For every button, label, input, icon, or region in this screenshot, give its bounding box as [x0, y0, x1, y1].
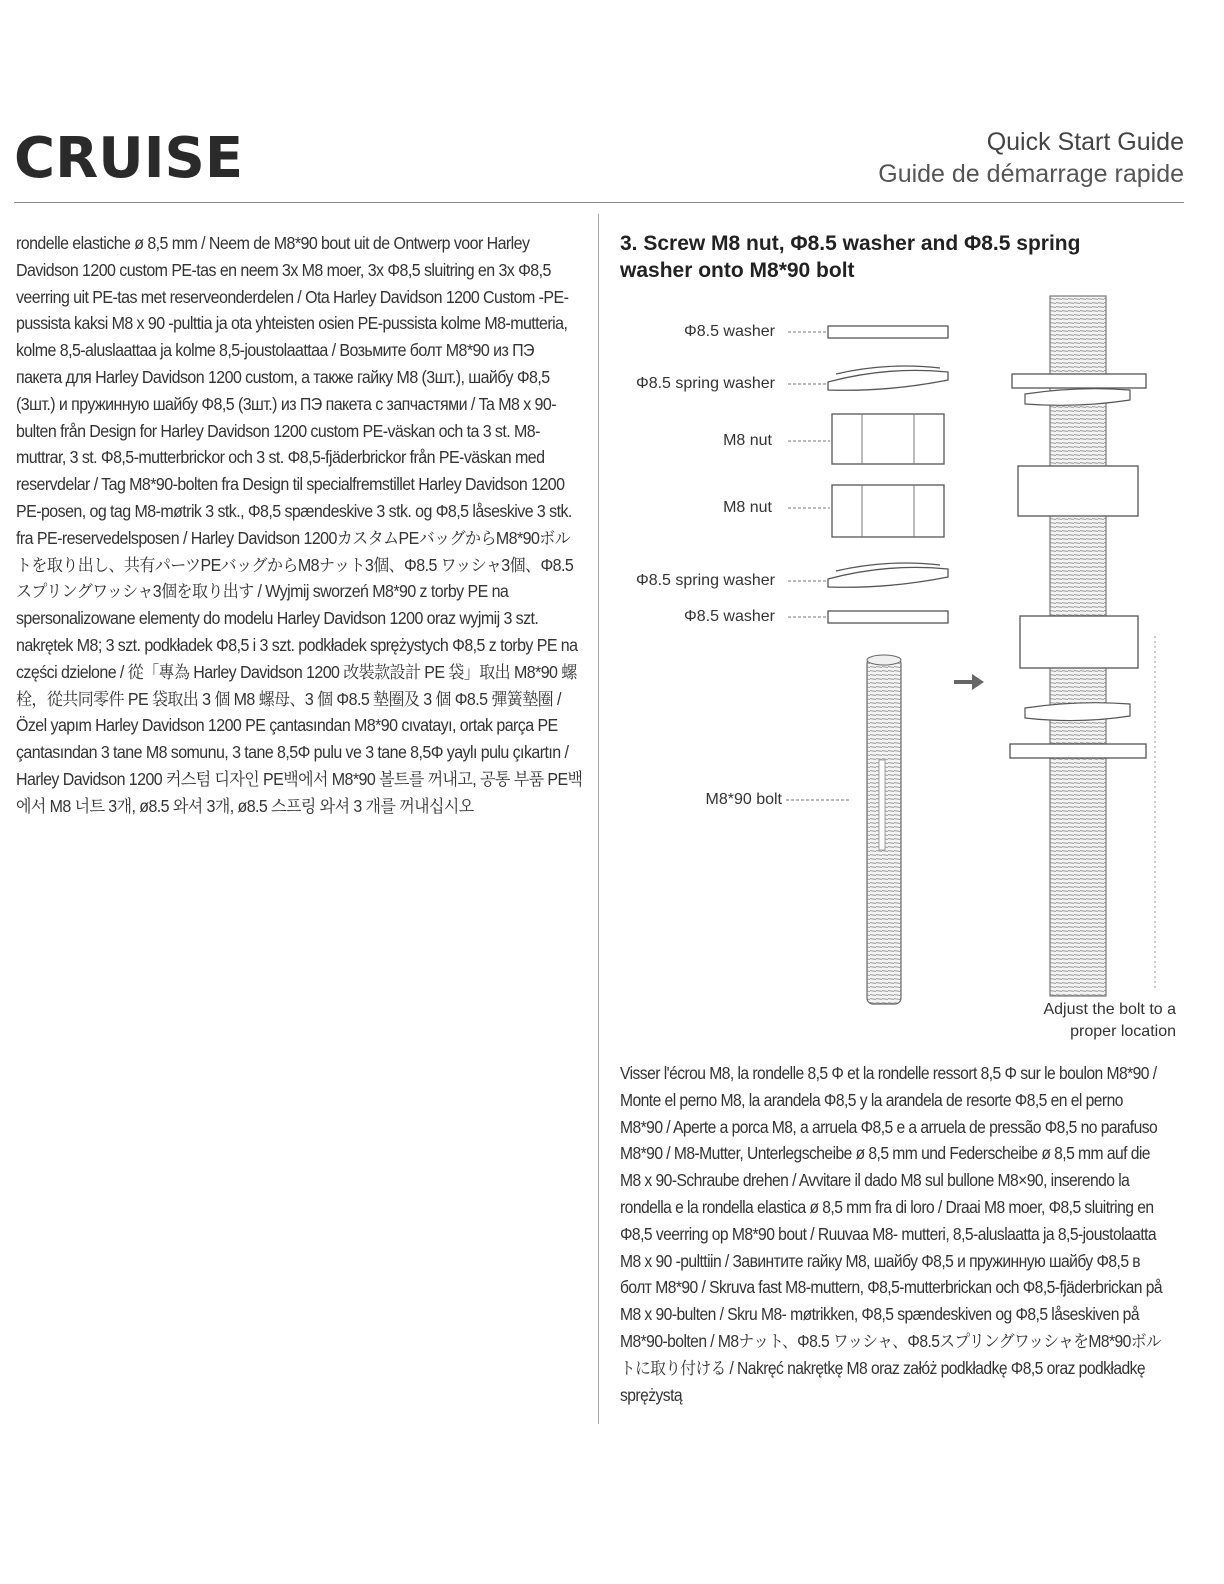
- header-divider: [14, 202, 1184, 203]
- nut-top-part: [832, 414, 944, 464]
- nut-bottom-part: [832, 485, 944, 537]
- column-divider: [598, 214, 599, 1424]
- brand-title: CRUISE: [14, 126, 244, 191]
- label-bolt: M8*90 bolt: [705, 791, 782, 808]
- assembly-arrow: [954, 674, 984, 690]
- assembly-diagram: [600, 290, 1200, 1050]
- washer-top-part: [828, 326, 948, 338]
- label-spring-washer-bottom: Φ8.5 spring washer: [635, 572, 775, 589]
- label-nut-bottom: M8 nut: [723, 499, 772, 516]
- assembled-bolt: [1010, 296, 1146, 996]
- loose-bolt: [867, 655, 901, 1004]
- label-spring-washer-top: Φ8.5 spring washer: [635, 375, 775, 392]
- guide-title-en: Quick Start Guide: [986, 128, 1184, 156]
- step-3-title: 3. Screw M8 nut, Φ8.5 washer and Φ8.5 spring washer onto M8*90 bolt: [620, 232, 1081, 282]
- washer-bottom-part: [828, 611, 948, 623]
- guide-title-fr: Guide de démarrage rapide: [878, 160, 1184, 188]
- label-nut-top: M8 nut: [723, 432, 772, 449]
- adjust-note-line1: Adjust the bolt to a: [1043, 1001, 1176, 1018]
- spring-washer-top-part: [828, 366, 948, 390]
- label-washer-top: Φ8.5 washer: [683, 323, 775, 340]
- label-washer-bottom: Φ8.5 washer: [683, 608, 775, 625]
- step-3-translations: Visser l'écrou M8, la rondelle 8,5 Φ et la rondelle ressort 8,5 Φ sur le boulon M8*90 / Monte el perno M8, la arandela Φ8,5 y la arandela de resorte Φ8,5 en el perno M8*90 / Aperte a porca M8, a arruela Φ8,5 e a arruela de pressão Φ8,5 no parafuso M8*90 / M8-Mutter, Unterlegscheibe ø 8,5 mm und Federscheibe ø 8,5 mm auf die M8 x 90-Schraube drehen / Avvitare il dado M8 sul bullone M8×90, inserendo la rondella e la rondella elastica ø 8,5 mm fra di loro / Draai M8 moer, Φ8,5 sluitring en Φ8,5 veerring op M8*90 bout / Ruuvaa M8- mutteri, 8,5-aluslaatta ja 8,5-joustolaatta M8 x 90 -pulttiin / Завинтите гайку M8, шайбу Φ8,5 и пружинную шайбу Φ8,5 в болт M8*90 / Skruva fast M8-muttern, Φ8,5-mutterbrickan och Φ8,5-fjäderbrickan på M8 x 90-bulten / Skru M8- møtrikken, Φ8,5 spændeskiven og Φ8,5 låseskiven på M8*90-bolten / M8ナット、Φ8.5 ワッシャ、Φ8.5スプリングワッシャをM8*90ボルトに取り付ける / Nakręć nakrętkę M8 oraz załóż podkładkę Φ8,5 oraz podkładkę sprężystą: [620, 1063, 1163, 1405]
- adjust-note-line2: proper location: [1070, 1023, 1176, 1040]
- left-column-text: rondelle elastiche ø 8,5 mm / Neem de M8*90 bout uit de Ontwerp voor Harley Davidson 1200 custom PE-tas en neem 3x M8 moer, 3x Φ8,5 sluitring en 3x Φ8,5 veerring uit PE-tas met reserveonderdelen / Ota Harley Davidson 1200 Custom -PE-pussista kaksi M8 x 90 -pulttia ja ota yhteisten osien PE-pussista kolme M8-mutteria, kolme 8,5-aluslaattaa ja kolme 8,5-joustolaattaa / Возьмите болт M8*90 из ПЭ пакета для Harley Davidson 1200 custom, а также гайку M8 (3шт.), шайбу Φ8,5 (3шт.) и пружинную шайбу Φ8,5 (3шт.) из ПЭ пакета с запчастями / Ta M8 x 90-bulten från Design for Harley Davidson 1200 custom PE-väskan och ta 3 st. M8-muttrar, 3 st. Φ8,5-mutterbrickor och 3 st. Φ8,5-fjäderbrickor från PE-väskan med reservdelar / Tag M8*90-bolten fra Design til specialfremstillet Harley Davidson 1200 PE-posen, og tag M8-møtrik 3 stk., Φ8,5 spændeskive 3 stk. og Φ8,5 låseskive 3 stk. fra PE-reservedelsposen / Harley Davidson 1200カスタムPEバッグからM8*90ボルトを取り出し、共有パーツPEバッグからM8ナット3個、Φ8.5 ワッシャ3個、Φ8.5 スプリングワッシャ3個を取り出す / Wyjmij sworzeń M8*90 z torby PE na spersonalizowane elementy do modelu Harley Davidson 1200 oraz wyjmij 3 szt. nakrętek M8; 3 szt. podkładek Φ8,5 i 3 szt. podkładek sprężystych Φ8,5 z torby PE na części dzielone / 從「專為 Harley Davidson 1200 改裝款設計 PE 袋」取出 M8*90 螺栓，從共同零件 PE 袋取出 3 個 M8 螺母、3 個 Φ8.5 墊圈及 3 個 Φ8.5 彈簧墊圈 / Özel yapım Harley Davidson 1200 PE çantasından M8*90 cıvatayı, ortak parça PE çantasından 3 tane M8 somunu, 3 tane 8,5Φ pulu ve 3 tane 8,5Φ yaylı pulu çıkartın / Harley Davidson 1200 커스텀 디자인 PE백에서 M8*90 볼트를 꺼내고, 공통 부품 PE백에서 M8 너트 3개, ø8.5 와셔 3개, ø8.5 스프링 와셔 3 개를 꺼내십시오: [16, 233, 583, 816]
- spring-washer-bottom-part: [828, 563, 948, 587]
